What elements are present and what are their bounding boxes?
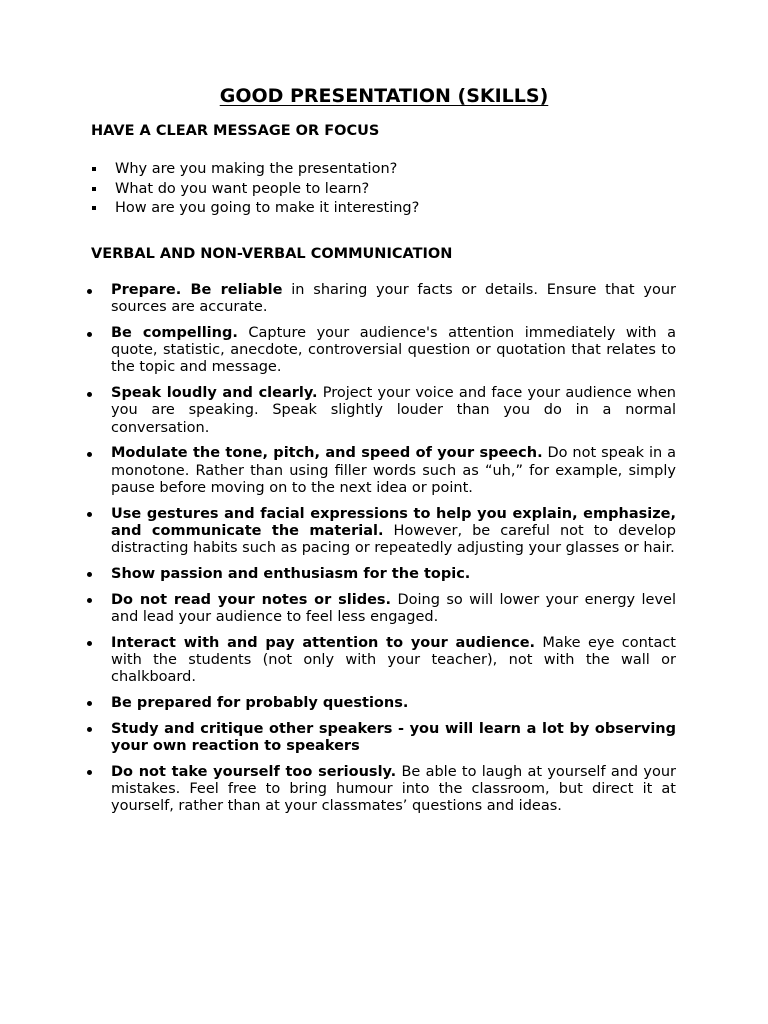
focus-questions-list [91,160,419,219]
list-item [87,592,676,626]
list-item [87,282,676,316]
tip-lead: Study and critique other speakers - you will learn a lot by observing your own reaction to speakers [111,720,676,754]
round-bullet-icon [87,701,92,706]
section-heading-message: HAVE A CLEAR MESSAGE OR FOCUS [91,123,380,139]
round-bullet-icon [87,572,92,577]
round-bullet-icon [87,452,92,457]
tip-lead: Be compelling. [111,325,238,341]
list-item [87,385,676,437]
tip-text: Be able to laugh at yourself and your mistakes. Feel free to bring humour into the classroom, but direct it at yourself, rather than at your classmates’ questions and ideas. [111,763,676,815]
tip-lead: Modulate the tone, pitch, and speed of your speech. [111,445,543,462]
list-item-text: What do you want people to learn? [115,180,370,197]
list-item [87,721,676,755]
tip-lead: Speak loudly and clearly. [111,385,318,402]
tip-lead: Be prepared for probably questions. [111,694,409,711]
square-bullet-icon [92,206,96,210]
tip-text: Make eye contact with the students (not only with your teacher), not with the wall or chalkboard. [111,634,676,686]
list-item [87,566,676,583]
square-bullet-icon [92,167,96,171]
list-item [87,506,676,558]
round-bullet-icon [87,641,92,646]
round-bullet-icon [87,770,92,775]
round-bullet-icon [87,512,92,517]
list-item-text: Why are you making the presentation? [115,161,398,177]
tip-text: Doing so will lower your energy level and lead your audience to feel less engaged. [111,591,676,625]
document-title: GOOD PRESENTATION (SKILLS) [219,85,549,107]
round-bullet-icon [87,727,92,732]
tip-text: Project your voice and face your audience when you are speaking. Speak slightly louder than you do in a normal conversation. [111,385,676,436]
tip-lead: Do not read your notes or slides. [111,591,392,608]
tip-lead: Prepare. Be reliable [111,282,283,298]
round-bullet-icon [87,392,92,397]
square-bullet-icon [92,187,96,191]
tip-text: Capture your audience's attention immediately with a quote, statistic, anecdote, controversial question or quotation that relates to the topic and message. [111,325,676,376]
list-item [87,445,676,497]
list-item [87,325,676,377]
list-item [87,695,676,712]
list-item [91,160,419,180]
tip-text: in sharing your facts or details. Ensure that your sources are accurate. [111,282,676,316]
list-item [87,764,676,816]
list-item [91,199,419,219]
list-item [91,180,419,200]
tip-text: Do not speak in a monotone. Rather than using filler words such as “uh,” for example, simply pause before moving on to the next idea or point. [111,445,676,496]
list-item [87,635,676,687]
round-bullet-icon [87,598,92,603]
tip-lead: Interact with and pay attention to your audience. [111,634,536,651]
section-heading-communication: VERBAL AND NON-VERBAL COMMUNICATION [91,246,453,262]
tip-lead: Do not take yourself too seriously. [111,763,397,780]
tip-text: However, be careful not to develop distracting habits such as pacing or repeatedly adjusting your glasses or hair. [111,522,676,557]
round-bullet-icon [87,332,92,337]
tip-lead: Show passion and enthusiasm for the topic. [111,565,471,582]
round-bullet-icon [87,289,92,294]
tip-lead: Use gestures and facial expressions to help you explain, emphasize, and communicate the material. [111,505,676,539]
list-item-text: How are you going to make it interesting? [115,200,420,217]
communication-tips-list [87,282,676,824]
